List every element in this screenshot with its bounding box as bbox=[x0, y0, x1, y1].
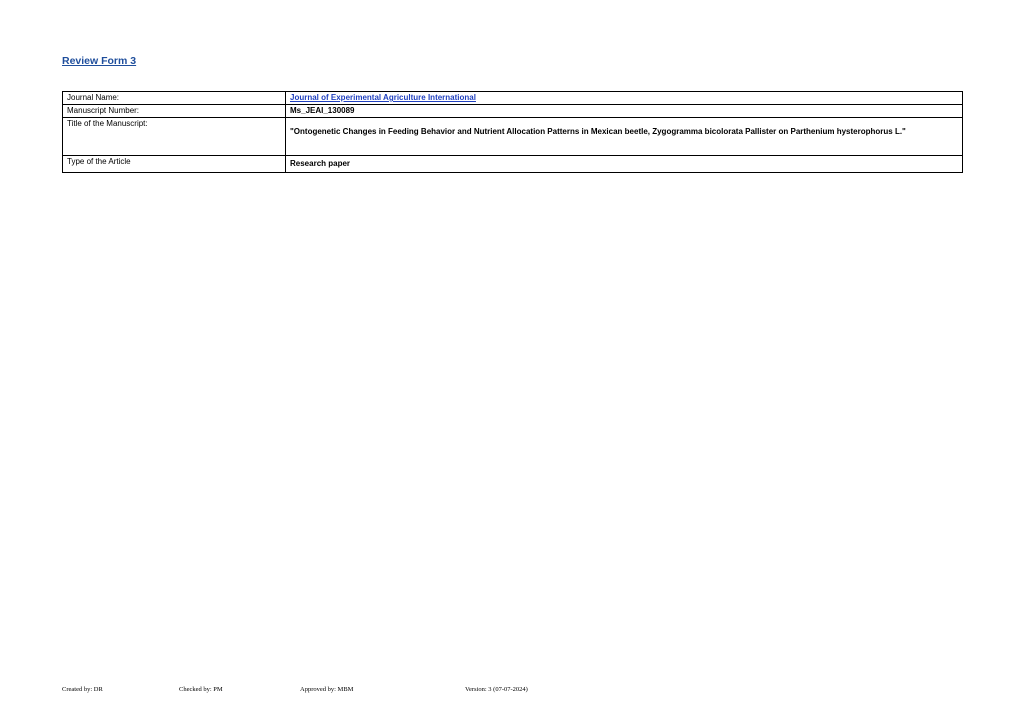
article-type-value: Research paper bbox=[286, 156, 963, 173]
footer-approved-by: Approved by: MBM bbox=[300, 686, 354, 693]
article-type-row bbox=[63, 156, 963, 173]
journal-name-link[interactable]: Journal of Experimental Agriculture International bbox=[290, 93, 476, 102]
manuscript-title-value: "Ontogenetic Changes in Feeding Behavior and Nutrient Allocation Patterns in Mexican beetle, Zygogramma bicolorata Pallister on Parthenium hysterophorus L." bbox=[286, 118, 963, 156]
manuscript-title-row bbox=[63, 118, 963, 156]
journal-name-cell bbox=[286, 92, 963, 105]
footer-checked-by: Checked by: PM bbox=[179, 686, 223, 693]
form-title: Review Form 3 bbox=[62, 55, 137, 67]
journal-name-row bbox=[63, 92, 963, 105]
manuscript-details-table bbox=[62, 91, 963, 173]
journal-name-label: Journal Name: bbox=[63, 92, 286, 105]
manuscript-number-label: Manuscript Number: bbox=[63, 105, 286, 118]
manuscript-number-row bbox=[63, 105, 963, 118]
manuscript-title-label: Title of the Manuscript: bbox=[63, 118, 286, 156]
footer-created-by: Created by: DR bbox=[62, 686, 103, 693]
article-type-label: Type of the Article bbox=[63, 156, 286, 173]
manuscript-number-value: Ms_JEAI_130089 bbox=[286, 105, 963, 118]
footer-version: Version: 3 (07-07-2024) bbox=[465, 686, 528, 693]
